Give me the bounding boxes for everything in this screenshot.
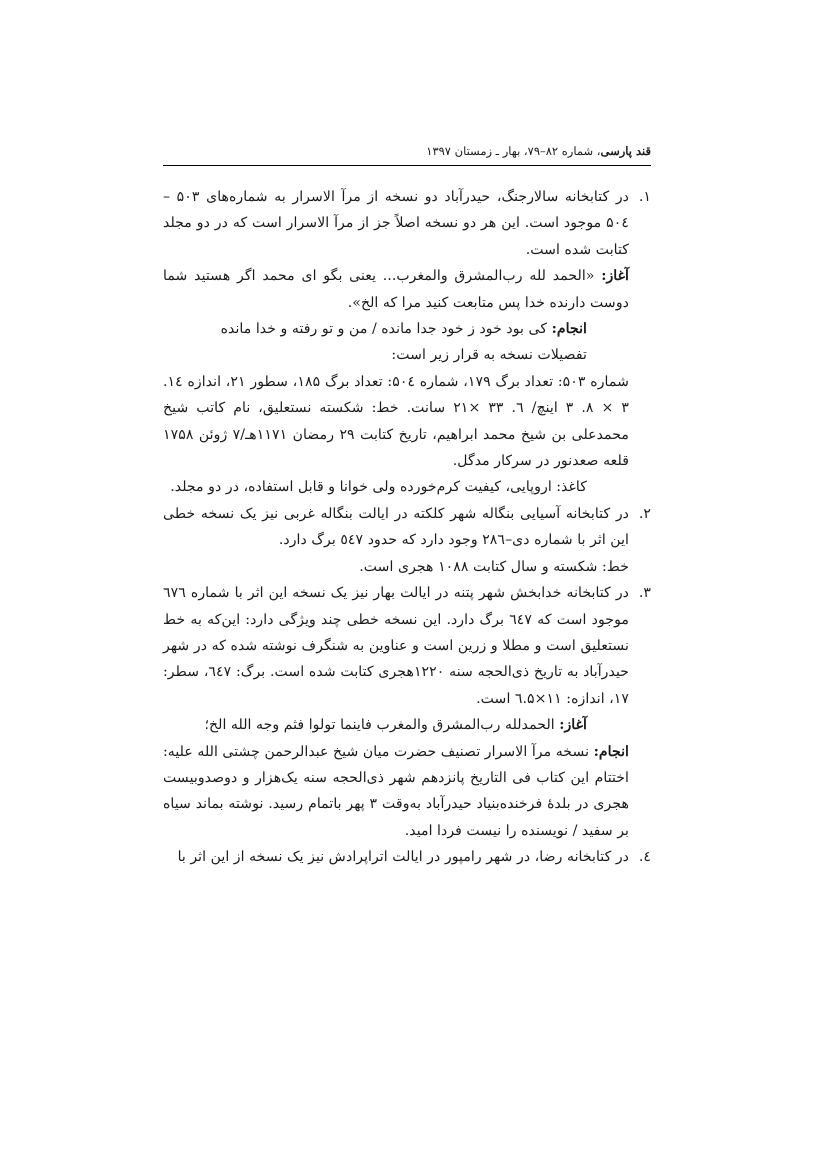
list-item xyxy=(163,580,651,712)
anjam-paragraph xyxy=(163,739,651,845)
anjam-label: انجام: xyxy=(593,743,629,760)
item-number: ۱. xyxy=(638,189,651,205)
item-number: ٤. xyxy=(638,849,651,866)
anjam-text: نسخه مرآ الاسرار تصنیف حضرت میان شیخ عبدالرحمن چشتی الله علیه: اختتام این کتاب فی التاریخ پانزدهم شهر ذی‌الحجه سنه یک‌هزار و دوصدوبیست هجری در بلدهٔ فرخنده‌بنیاد حیدرآباد به‌وقت ۳ پهر باتمام رسید. نوشته بماند سیاه بر سفید / نویسنده را نیست فردا امید. xyxy=(163,743,629,839)
header-divider xyxy=(163,165,651,166)
item-number: ۲. xyxy=(638,505,651,522)
aghaz-label: آغاز: xyxy=(559,717,587,734)
item-text: در کتابخانه سالارجنگ، حیدرآباد دو نسخه از مرآ الاسرار به شماره‌های ۵۰۳ – ۵۰٤ موجود است. این هر دو نسخه اصلاً جز از مرآ الاسرار است که در دو مجلد کتابت شده است. xyxy=(163,189,629,258)
item-text: در کتابخانه رضا، در شهر رامپور در ایالت اتراپرادش نیز یک نسخه از این اثر با xyxy=(177,849,629,866)
script-paragraph: خط: شکسته و سال کتابت ۱۰۸۸ هجری است. xyxy=(359,558,629,575)
anjam-text: کی بود خود ز خود جدا مانده / من و تو رفته و خدا مانده xyxy=(220,321,552,338)
list-item xyxy=(163,501,651,554)
details-intro: تفصیلات نسخه به قرار زیر است: xyxy=(391,347,587,364)
journal-name: قند پارسی xyxy=(600,144,651,158)
aghaz-paragraph xyxy=(163,263,651,316)
aghaz-label: آغاز: xyxy=(601,268,629,285)
aghaz-paragraph xyxy=(163,712,651,738)
article-body xyxy=(163,184,651,871)
anjam-label: انجام: xyxy=(551,321,587,338)
item-text: در کتابخانه خدابخش شهر پتنه در ایالت بهار نیز یک نسخه این اثر با شماره ٦۷٦ موجود است که ٦٤۷ برگ دارد. این نسخه خطی چند ویژگی دارد: این‌که به خط نستعلیق است و مطلا و زرین است و عناوین به شنگرف نوشته شده که در شهر حیدرآباد به تاریخ ذی‌الحجه سنه ۱۲۲۰هجری کتابت شده است. برگ: ٦٤۷، سطر: ۱۷، اندازه: ۱۱×٦.۵ است. xyxy=(163,585,629,707)
item-number: ۳. xyxy=(638,585,651,602)
list-item xyxy=(163,844,651,870)
issue-info: ، شماره ۸۲–۷۹، بهار ـ زمستان ۱۳۹۷ xyxy=(426,144,601,158)
list-item xyxy=(163,184,651,263)
aghaz-text: «الحمد لله رب‌المشرق والمغرب... یعنی بگو ای محمد اگر هستید شما دوست دارنده خدا پس متابعت کنید مرا که الخ». xyxy=(163,268,629,311)
anjam-paragraph xyxy=(163,316,651,342)
aghaz-text: الحمدلله رب‌المشرق والمغرب فاینما تولوا فثم وجه الله الخ؛ xyxy=(204,717,560,734)
details-paragraph: شماره ۵۰۳: تعداد برگ ۱۷۹، شماره ۵۰٤: تعداد برگ ۱۸۵، سطور ۲۱، اندازه ۱٤. ۳ × ۸. ۳ اینچ/ ٦. ۳۳ ×۲۱ سانت. خط: شکسته نستعلیق، نام کاتب شیخ محمدعلی بن شیخ محمد ابراهیم، تاریخ کتابت ۲۹ رمضان ۱۱۷۱هـ/۷ ژوئن ۱۷۵۸ قلعه صعدنور در سرکار مدگل. xyxy=(163,373,630,470)
paper-paragraph: کاغذ: اروپایی، کیفیت کرم‌خورده ولی خوانا و قابل استفاده، در دو مجلد. xyxy=(170,479,587,496)
item-text: در کتابخانه آسیایی بنگاله شهر کلکته در ایالت بنگاله غربی نیز یک نسخه خطی این اثر با شماره دی–۲۸٦ وجود دارد که حدود ٥٤۷ برگ دارد. xyxy=(163,505,629,549)
running-header xyxy=(163,143,651,159)
